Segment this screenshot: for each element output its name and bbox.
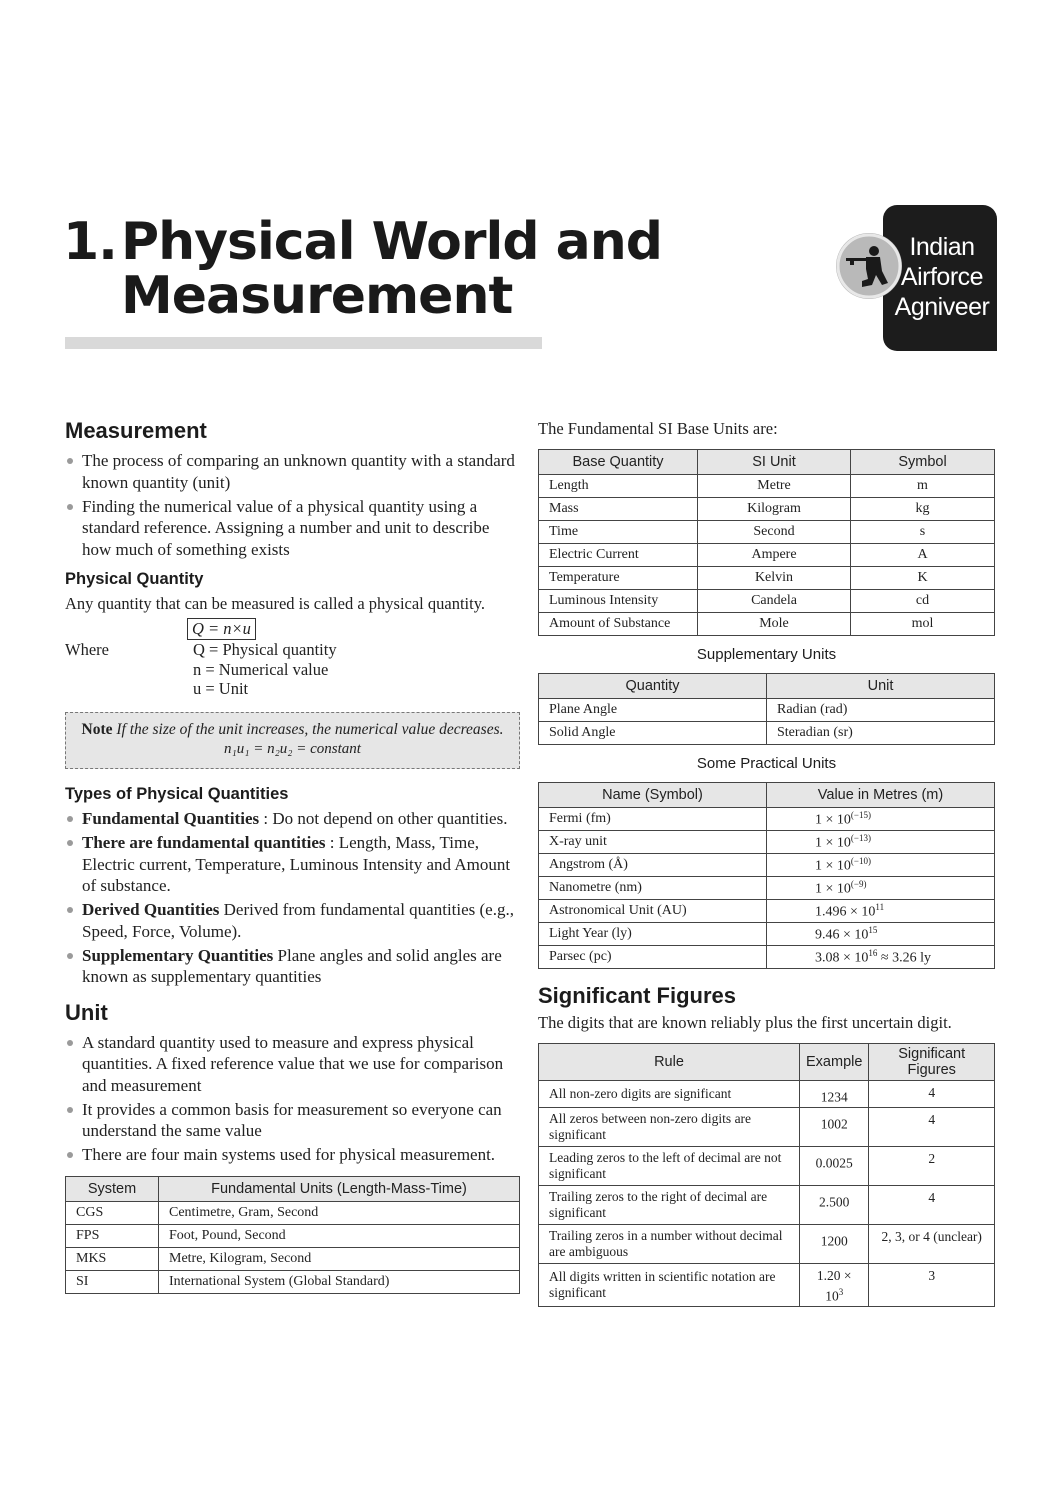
example-value: 1234 <box>820 1089 848 1105</box>
value-exponent: (−10) <box>850 855 871 866</box>
example-value: 1002 <box>820 1116 848 1132</box>
table-cell: A <box>851 544 995 567</box>
table-row <box>66 1224 520 1247</box>
table-row <box>539 1264 995 1307</box>
note-text: If the size of the unit increases, the numerical value decreases. <box>116 721 504 738</box>
example-value: 1200 <box>820 1233 848 1249</box>
table-row <box>66 1270 520 1293</box>
table-cell: Leading zeros to the left of decimal are not significant <box>539 1147 800 1186</box>
logo-text <box>888 232 996 322</box>
table-row <box>539 1081 995 1108</box>
table-cell: Fermi (fm) <box>539 808 767 831</box>
note-label: Note <box>81 721 113 738</box>
table-row <box>539 498 995 521</box>
table-cell: CGS <box>66 1201 159 1224</box>
table-cell: Angstrom (Å) <box>539 854 767 877</box>
list-item: Derived Quantities Derived from fundamental quantities (e.g., Speed, Force, Volume). <box>65 899 520 942</box>
table-header: System <box>66 1176 159 1201</box>
supplementary-caption: Supplementary Units <box>696 646 837 663</box>
formula-box: Q = n×u <box>187 618 256 640</box>
value-exponent: (−13) <box>850 832 871 843</box>
table-row <box>539 544 995 567</box>
value-cell <box>767 877 995 900</box>
table-header: SI Unit <box>698 450 851 475</box>
table-header: Quantity <box>539 674 767 699</box>
table-row <box>539 854 995 877</box>
practical-units-table <box>538 782 995 969</box>
table-cell: 2 <box>869 1147 995 1186</box>
value-tail: ≈ 3.26 ly <box>877 950 931 966</box>
logo-line1: Indian <box>909 233 975 261</box>
value-cell <box>767 831 995 854</box>
list-item: Supplementary Quantities Plane angles and solid angles are known as supplementary quantities <box>65 945 520 988</box>
table-cell: Plane Angle <box>539 699 767 722</box>
list-item: It provides a common basis for measurement so everyone can understand the same value <box>65 1099 520 1142</box>
example-value: 1.20 × 10 <box>816 1268 852 1304</box>
table-row <box>539 567 995 590</box>
example-cell <box>800 1225 869 1264</box>
table-row <box>539 877 995 900</box>
right-column <box>538 418 995 1307</box>
list-item: There are fundamental quantities : Length, Mass, Time, Electric current, Temperature, Luminous Intensity and Amount of substance. <box>65 832 520 897</box>
table-cell: Ampere <box>698 544 851 567</box>
si-units-table <box>538 449 995 636</box>
value-mantissa: 1 × 10 <box>815 812 851 828</box>
table-row <box>539 831 995 854</box>
table-cell: MKS <box>66 1247 159 1270</box>
table-header: Fundamental Units (Length-Mass-Time) <box>159 1176 520 1201</box>
chapter-title <box>63 212 662 326</box>
table-cell: Parsec (pc) <box>539 946 767 969</box>
formula-block <box>65 618 520 698</box>
table-cell: Light Year (ly) <box>539 923 767 946</box>
table-cell: Electric Current <box>539 544 698 567</box>
table-cell: Kilogram <box>698 498 851 521</box>
table-cell: All zeros between non-zero digits are significant <box>539 1108 800 1147</box>
table-row <box>539 590 995 613</box>
table-cell: X-ray unit <box>539 831 767 854</box>
value-cell <box>767 854 995 877</box>
table-cell: Steradian (sr) <box>767 722 995 745</box>
table-cell: Trailing zeros in a number without decimal are ambiguous <box>539 1225 800 1264</box>
table-cell: K <box>851 567 995 590</box>
value-mantissa: 1 × 10 <box>815 881 851 897</box>
example-cell <box>800 1081 869 1108</box>
where-label: Where <box>65 640 109 659</box>
table-header: Rule <box>539 1044 800 1081</box>
table-cell: 4 <box>869 1186 995 1225</box>
table-cell: Kelvin <box>698 567 851 590</box>
value-cell <box>767 808 995 831</box>
table-cell: Length <box>539 475 698 498</box>
list-item: There are four main systems used for physical measurement. <box>65 1144 520 1166</box>
table-row <box>539 1147 995 1186</box>
list-item: A standard quantity used to measure and express physical quantities. A fixed reference value that we use for comparison and measurement <box>65 1032 520 1097</box>
logo-line2: Airforce <box>900 263 984 291</box>
chapter-title-line1: Physical World and <box>121 212 662 272</box>
table-cell: Astronomical Unit (AU) <box>539 900 767 923</box>
value-exponent: 15 <box>868 924 878 935</box>
table-cell: 2, 3, or 4 (unclear) <box>869 1225 995 1264</box>
table-row <box>539 475 995 498</box>
definition-q: Q = Physical quantity <box>193 640 337 659</box>
example-cell <box>800 1186 869 1225</box>
table-row <box>539 699 995 722</box>
table-row <box>539 613 995 636</box>
table-cell: s <box>851 521 995 544</box>
value-exponent: (−9) <box>850 878 867 889</box>
table-row <box>539 722 995 745</box>
types-list <box>65 808 520 988</box>
list-item: Finding the numerical value of a physical quantity using a standard reference. Assigning a number and unit to describe how much of something exists <box>65 496 520 561</box>
left-column <box>65 418 520 1294</box>
definition-u: u = Unit <box>193 679 249 698</box>
systems-table <box>65 1176 520 1294</box>
example-cell <box>800 1108 869 1147</box>
table-header: Example <box>800 1044 869 1081</box>
table-row <box>539 900 995 923</box>
table-cell: Mole <box>698 613 851 636</box>
table-header: Unit <box>767 674 995 699</box>
example-exponent: 3 <box>838 1287 844 1297</box>
chapter-number: 1. <box>63 212 117 272</box>
physical-quantity-heading: Physical Quantity <box>65 570 204 588</box>
table-cell: Foot, Pound, Second <box>159 1224 520 1247</box>
unit-list <box>65 1032 520 1166</box>
value-cell <box>767 946 995 969</box>
table-row <box>539 946 995 969</box>
value-exponent: (−15) <box>850 809 871 820</box>
value-mantissa: 1 × 10 <box>815 835 851 851</box>
supplementary-table <box>538 673 995 745</box>
practical-caption: Some Practical Units <box>696 755 837 772</box>
example-value: 2.500 <box>819 1194 850 1210</box>
table-cell: Second <box>698 521 851 544</box>
table-cell: Candela <box>698 590 851 613</box>
table-cell: International System (Global Standard) <box>159 1270 520 1293</box>
value-exponent: 16 <box>868 947 878 958</box>
definition-n: n = Numerical value <box>193 659 329 679</box>
types-heading: Types of Physical Quantities <box>65 785 289 803</box>
example-value: 0.0025 <box>815 1155 853 1171</box>
measurement-list <box>65 450 520 560</box>
table-cell: Luminous Intensity <box>539 590 698 613</box>
table-cell: Metre <box>698 475 851 498</box>
formula-definitions <box>193 640 337 699</box>
table-cell: Solid Angle <box>539 722 767 745</box>
table-cell: Metre, Kilogram, Second <box>159 1247 520 1270</box>
table-header: Value in Metres (m) <box>767 783 995 808</box>
logo-line3: Agniveer <box>894 293 990 321</box>
table-cell: SI <box>66 1270 159 1293</box>
value-mantissa: 3.08 × 10 <box>815 950 869 966</box>
example-cell <box>800 1147 869 1186</box>
soldier-icon <box>836 233 902 299</box>
table-row <box>66 1247 520 1270</box>
value-exponent: 11 <box>875 901 885 912</box>
chapter-title-line2: Measurement <box>121 266 513 326</box>
note-equation: n₁u₁ = n₂u₂ = constant <box>224 741 361 757</box>
table-cell: All non-zero digits are significant <box>539 1081 800 1108</box>
list-item: The process of comparing an unknown quantity with a standard known quantity (unit) <box>65 450 520 493</box>
si-intro: The Fundamental SI Base Units are: <box>538 419 778 438</box>
table-cell: 4 <box>869 1108 995 1147</box>
table-cell: Radian (rad) <box>767 699 995 722</box>
value-mantissa: 9.46 × 10 <box>815 927 869 943</box>
table-cell: Centimetre, Gram, Second <box>159 1201 520 1224</box>
table-header: Name (Symbol) <box>539 783 767 808</box>
table-cell: mol <box>851 613 995 636</box>
table-cell: m <box>851 475 995 498</box>
table-row <box>539 1108 995 1147</box>
table-cell: Trailing zeros to the right of decimal are significant <box>539 1186 800 1225</box>
table-row <box>539 923 995 946</box>
title-underline-bar <box>65 337 542 349</box>
table-cell: kg <box>851 498 995 521</box>
table-row <box>66 1201 520 1224</box>
table-row <box>539 521 995 544</box>
table-header: Symbol <box>851 450 995 475</box>
table-cell: Mass <box>539 498 698 521</box>
table-cell: Amount of Substance <box>539 613 698 636</box>
value-cell <box>767 900 995 923</box>
sigfig-heading: Significant Figures <box>538 983 737 1008</box>
measurement-heading: Measurement <box>65 418 207 443</box>
example-cell <box>800 1264 869 1307</box>
sigfig-table <box>538 1043 995 1307</box>
table-cell: FPS <box>66 1224 159 1247</box>
list-item: Fundamental Quantities : Do not depend on other quantities. <box>65 808 520 830</box>
table-cell: Nanometre (nm) <box>539 877 767 900</box>
table-cell: 4 <box>869 1081 995 1108</box>
table-header: Base Quantity <box>539 450 698 475</box>
table-cell: Time <box>539 521 698 544</box>
physical-quantity-definition: Any quantity that can be measured is called a physical quantity. <box>65 594 486 613</box>
value-cell <box>767 923 995 946</box>
value-mantissa: 1 × 10 <box>815 858 851 874</box>
table-cell: Temperature <box>539 567 698 590</box>
table-row <box>539 808 995 831</box>
table-cell: cd <box>851 590 995 613</box>
note-box <box>65 712 520 769</box>
table-cell: All digits written in scientific notation are significant <box>539 1264 800 1307</box>
table-row <box>539 1225 995 1264</box>
unit-heading: Unit <box>65 999 108 1025</box>
table-row <box>539 1186 995 1225</box>
value-mantissa: 1.496 × 10 <box>815 904 876 920</box>
sigfig-intro: The digits that are known reliably plus the first uncertain digit. <box>538 1013 952 1032</box>
table-cell: 3 <box>869 1264 995 1307</box>
table-header: Significant Figures <box>869 1044 995 1081</box>
